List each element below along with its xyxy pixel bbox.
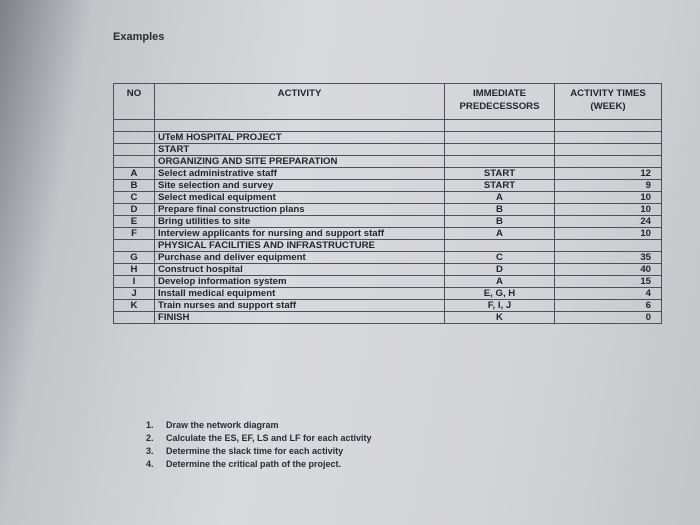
cell-time: 35	[555, 252, 662, 264]
cell-time: 6	[555, 300, 662, 312]
table-row	[114, 132, 662, 144]
cell-predecessors: B	[445, 216, 555, 228]
cell-no: I	[114, 276, 155, 288]
cell-no	[114, 144, 155, 156]
cell-no: C	[114, 192, 155, 204]
list-number: 2.	[146, 433, 154, 443]
cell-activity: FINISH	[155, 312, 445, 324]
cell-predecessors	[445, 132, 555, 144]
table-row	[114, 312, 662, 324]
cell-activity: Select administrative staff	[155, 168, 445, 180]
header-no: NO	[114, 84, 155, 120]
table-header-row	[114, 84, 662, 120]
cell-activity: UTeM HOSPITAL PROJECT	[155, 132, 445, 144]
cell-no: H	[114, 264, 155, 276]
list-text: Determine the slack time for each activity	[166, 446, 344, 456]
cell-no	[114, 240, 155, 252]
cell-predecessors	[445, 240, 555, 252]
cell-predecessors: D	[445, 264, 555, 276]
table-row	[114, 156, 662, 168]
cell-activity: Purchase and deliver equipment	[155, 252, 445, 264]
cell-no	[114, 156, 155, 168]
table-row	[114, 288, 662, 300]
cell-no	[114, 312, 155, 324]
cell-no: D	[114, 204, 155, 216]
header-predecessors-line1: IMMEDIATE	[472, 88, 527, 99]
blank-cell	[555, 120, 662, 132]
cell-time: 10	[555, 204, 662, 216]
cell-time	[555, 156, 662, 168]
cell-time: 9	[555, 180, 662, 192]
list-number: 3.	[146, 446, 154, 456]
cell-activity: Develop information system	[155, 276, 445, 288]
cell-activity: Interview applicants for nursing and support staff	[155, 228, 445, 240]
header-predecessors	[445, 84, 555, 120]
table-row	[114, 300, 662, 312]
activity-table	[113, 83, 662, 324]
header-times-line1: ACTIVITY TIMES	[570, 88, 646, 99]
cell-no: B	[114, 180, 155, 192]
instructions-list	[146, 419, 372, 471]
cell-predecessors: A	[445, 276, 555, 288]
cell-time: 0	[555, 312, 662, 324]
blank-cell	[445, 120, 555, 132]
list-item	[146, 432, 372, 445]
list-item	[146, 419, 372, 432]
cell-predecessors	[445, 156, 555, 168]
table-row	[114, 168, 662, 180]
cell-activity: Prepare final construction plans	[155, 204, 445, 216]
cell-time	[555, 132, 662, 144]
cell-activity: Train nurses and support staff	[155, 300, 445, 312]
cell-predecessors: K	[445, 312, 555, 324]
cell-no: G	[114, 252, 155, 264]
cell-no: F	[114, 228, 155, 240]
cell-activity: Select medical equipment	[155, 192, 445, 204]
cell-time: 10	[555, 228, 662, 240]
list-item	[146, 445, 372, 458]
list-text: Draw the network diagram	[166, 420, 279, 430]
list-text: Calculate the ES, EF, LS and LF for each activity	[166, 433, 372, 443]
list-item	[146, 458, 372, 471]
cell-predecessors: C	[445, 252, 555, 264]
cell-activity: Site selection and survey	[155, 180, 445, 192]
blank-cell	[114, 120, 155, 132]
cell-activity: PHYSICAL FACILITIES AND INFRASTRUCTURE	[155, 240, 445, 252]
cell-activity: Install medical equipment	[155, 288, 445, 300]
cell-no: E	[114, 216, 155, 228]
cell-no: A	[114, 168, 155, 180]
table-row	[114, 240, 662, 252]
cell-activity: Bring utilities to site	[155, 216, 445, 228]
blank-cell	[155, 120, 445, 132]
cell-time	[555, 144, 662, 156]
table-row	[114, 180, 662, 192]
cell-time: 24	[555, 216, 662, 228]
cell-time: 4	[555, 288, 662, 300]
header-activity: ACTIVITY	[155, 84, 445, 120]
table-row	[114, 276, 662, 288]
cell-time	[555, 240, 662, 252]
cell-time: 40	[555, 264, 662, 276]
list-text: Determine the critical path of the project.	[166, 459, 342, 469]
table-row	[114, 204, 662, 216]
table-row	[114, 144, 662, 156]
cell-predecessors: F, I, J	[445, 300, 555, 312]
cell-predecessors: A	[445, 228, 555, 240]
cell-predecessors: START	[445, 180, 555, 192]
table-row	[114, 252, 662, 264]
table-row	[114, 216, 662, 228]
list-number: 4.	[146, 459, 154, 469]
cell-no: J	[114, 288, 155, 300]
cell-no: K	[114, 300, 155, 312]
cell-predecessors: E, G, H	[445, 288, 555, 300]
cell-time: 15	[555, 276, 662, 288]
table-row	[114, 228, 662, 240]
cell-predecessors	[445, 144, 555, 156]
cell-predecessors: START	[445, 168, 555, 180]
cell-activity: Construct hospital	[155, 264, 445, 276]
table-row	[114, 264, 662, 276]
cell-activity: ORGANIZING AND SITE PREPARATION	[155, 156, 445, 168]
list-number: 1.	[146, 420, 154, 430]
cell-time: 12	[555, 168, 662, 180]
table-row	[114, 192, 662, 204]
header-activity-times	[555, 84, 662, 120]
page-title: Examples	[113, 31, 165, 43]
cell-predecessors: A	[445, 192, 555, 204]
cell-no	[114, 132, 155, 144]
cell-time: 10	[555, 192, 662, 204]
blank-row	[114, 120, 662, 132]
cell-predecessors: B	[445, 204, 555, 216]
cell-activity: START	[155, 144, 445, 156]
header-times-line2: (WEEK)	[590, 101, 626, 112]
header-predecessors-line2: PREDECESSORS	[459, 101, 540, 112]
